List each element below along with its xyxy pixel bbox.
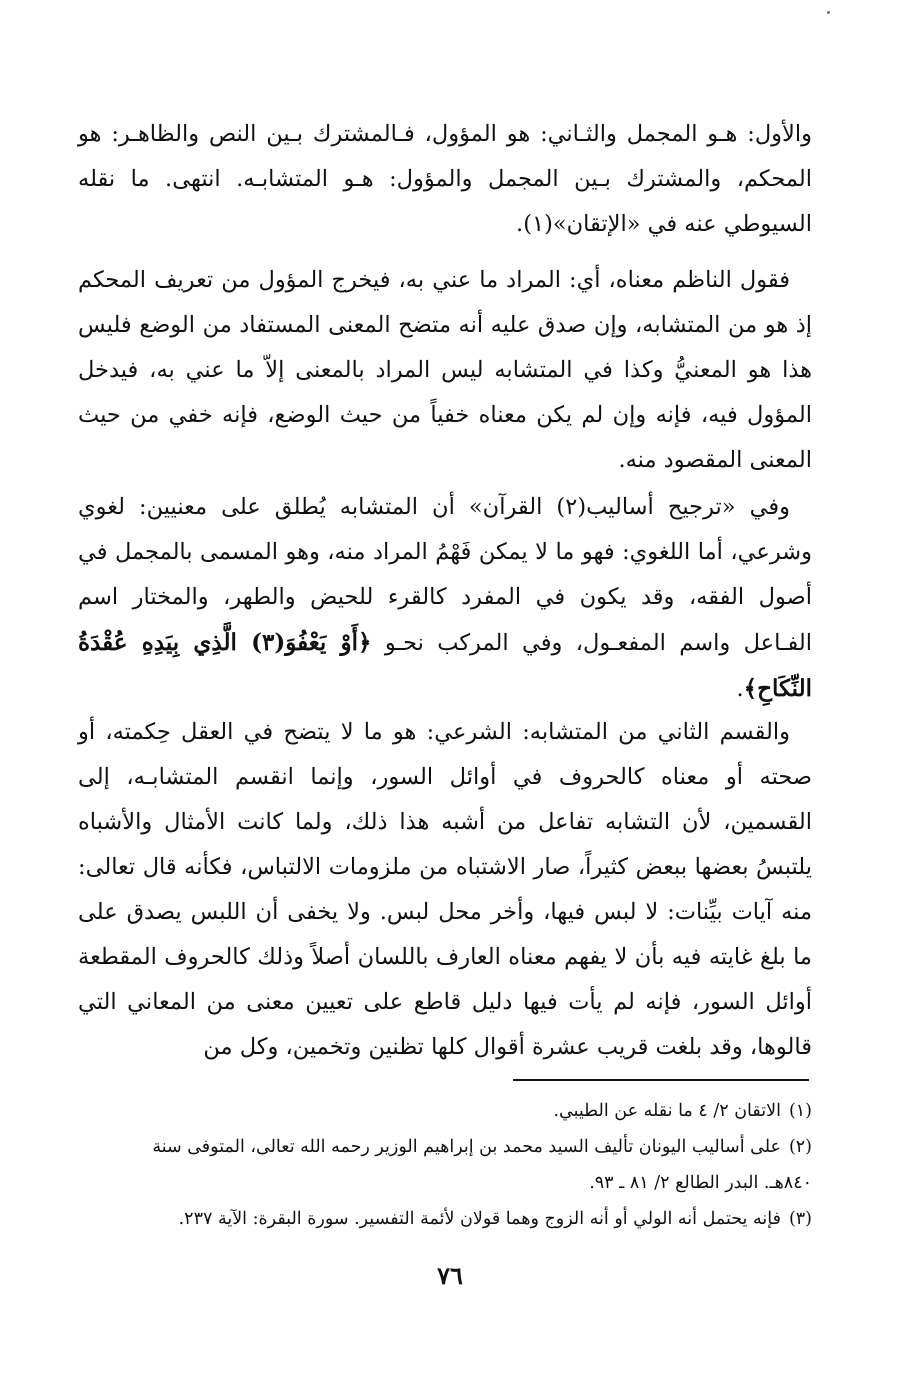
footnote-2-text: على أساليب اليونان تأليف السيد محمد بن إبراهيم الوزير رحمه الله تعالى، المتوفى سنة ٨٤٠هـ. البدر الطالع ٢/ ٨١ ـ ٩٣. (152, 1137, 812, 1193)
quran-verse: ﴿أَوْ يَعْفُوَ(٣) الَّذِي بِيَدِهِ عُقْدَةُ النِّكَاحِ﴾ (78, 629, 812, 702)
paragraph-3-end: . (736, 676, 744, 702)
footnote-3 (100, 1201, 812, 1237)
paragraph-4 (78, 710, 812, 1070)
paragraph-4-text: والقسم الثاني من المتشابه: الشرعي: هو ما لا يتضح في العقل حِكمته، أو صحته أو معناه كالحروف في أوائل السور، وإنما انقسم المتشابـه، إلى القسمين، لأن التشابه تفاعل من أشبه هذا ذلك، ولما كانت الأمثال والأشباه يلتبسُ بعضها ببعض كثيراً، صار الاشتباه من ملزومات الالتباس، فكأنه قال تعالى: منه آيات بيِّنات: لا لبس فيها، وأخر محل لبس. ولا يخفى أن اللبس يصدق على ما بلغ غايته فيه بأن لا يفهم معناه العارف باللسان أصلاً وذلك كالحروف المقطعة أوائل السور، فإنه لم يأت فيها دليل قاطع على تعيين معنى من المعاني التي قالوها، وقد بلغت قريب عشرة أقوال كلها تظنين وتخمين، وكل من (78, 719, 812, 1060)
footnotes (100, 1093, 812, 1237)
ink-speck (827, 11, 830, 14)
footnote-2-number: (٢) (788, 1137, 812, 1157)
paragraph-1-text: والأول: هـو المجمل والثـاني: هو المؤول، فـالمشترك بـين النص والظاهـر: هو المحكم، والمشترك بـين المجمل والمؤول: هـو المتشابـه. انتهى. ما نقله السيوطي عنه في «الإتقان»(١). (78, 121, 812, 237)
footnote-1 (100, 1093, 812, 1129)
paragraph-3-text: وفي «ترجيح أساليب(٢) القرآن» أن المتشابه يُطلق على معنيين: لغوي وشرعي، أما اللغوي: فهو ما لا يمكن فَهْمُ المراد منه، وهو المسمى بالمجمل في أصول الفقه، وقد يكون في المفرد كالقرء للحيض والطهر، والمختار اسم الفـاعل واسم المفعـول، وفي المركب نحـو (78, 494, 812, 656)
footnote-3-number: (٣) (788, 1209, 812, 1229)
footnote-separator (513, 1079, 809, 1081)
paragraph-1 (78, 112, 812, 247)
paragraph-2 (78, 258, 812, 483)
footnote-3-text: فإنه يحتمل أنه الولي أو أنه الزوج وهما قولان لأئمة التفسير. سورة البقرة: الآية ٢٣٧. (178, 1209, 781, 1229)
paragraph-3 (78, 485, 812, 712)
footnote-1-text: الاتقان ٢/ ٤ ما نقله عن الطيبي. (553, 1101, 781, 1121)
paragraph-2-text: فقول الناظم معناه، أي: المراد ما عني به، فيخرج المؤول من تعريف المحكم إذ هو من المتشابه، وإن صدق عليه أنه متضح المعنى المستفاد من الوضع فليس هذا هو المعنيُّ وكذا في المتشابه ليس المراد بالمعنى إلاّ ما عني به، فيدخل المؤول فيه، فإنه وإن لم يكن معناه خفياً من حيث الوضع، فإنه خفي من حيث المعنى المقصود منه. (78, 267, 812, 473)
footnote-2 (100, 1129, 812, 1201)
page-number: ٧٦ (437, 1261, 463, 1290)
footnote-1-number: (١) (788, 1101, 812, 1121)
